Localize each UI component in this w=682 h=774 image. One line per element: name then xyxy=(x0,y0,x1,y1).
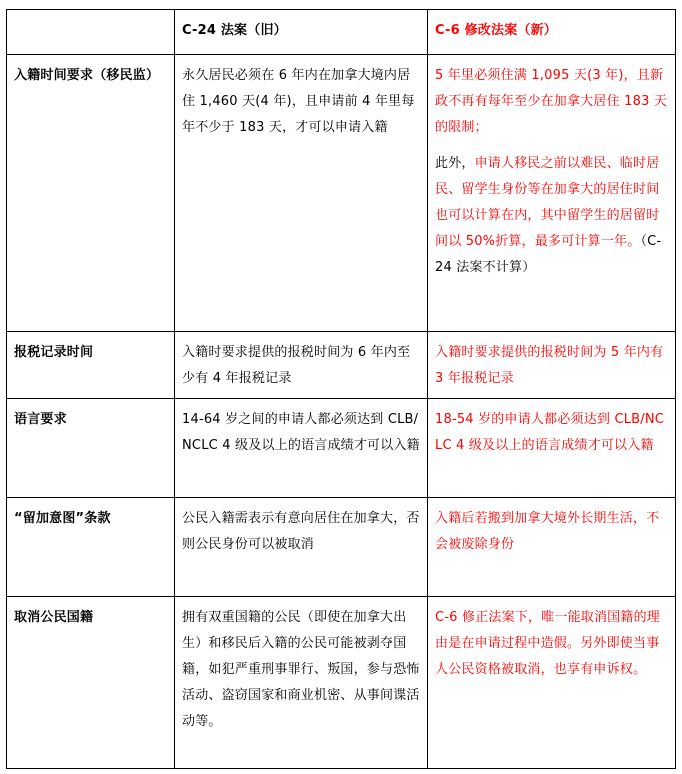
new-revocation-cell: C-6 修正法案下，唯一能取消国籍的理由是在申请过程中造假。另外即使当事人公民资格被取消，也享有申诉权。 xyxy=(428,597,676,769)
header-corner-cell xyxy=(7,10,175,55)
new-tax-cell: 入籍时要求提供的报税时间为 5 年内有 3 年报税记录 xyxy=(428,332,676,399)
row-label-intent: “留加意图”条款 xyxy=(7,498,175,597)
new-intent-cell: 入籍后若搬到加拿大境外长期生活，不会被废除身份 xyxy=(428,498,676,597)
old-intent-cell: 公民入籍需表示有意向居住在加拿大，否则公民身份可以被取消 xyxy=(175,498,428,597)
new-language-cell: 18-54 岁的申请人都必须达到 CLB/NCLC 4 级及以上的语言成绩才可以入籍 xyxy=(428,399,676,498)
row-label-residency: 入籍时间要求（移民监） xyxy=(7,55,175,332)
header-row xyxy=(7,10,676,55)
table-row-revocation xyxy=(7,597,676,769)
law-comparison-table xyxy=(6,9,676,769)
new-residency-para-1: 5 年里必须住满 1,095 天(3 年)，且新政不再有每年至少在加拿大居住 183 天的限制； xyxy=(435,68,668,135)
new-residency-highlight: 申请人移民之前以难民、临时居民、留学生身份等在加拿大的居住时间也可以计算在内，其中留学生的居留时间以 50%折算，最多可计算一年。 xyxy=(435,156,660,249)
new-residency-cell xyxy=(428,55,676,332)
new-residency-note: （C-24 法案不计算） xyxy=(435,234,662,275)
table-row-language xyxy=(7,399,676,498)
table-row-tax xyxy=(7,332,676,399)
old-revocation-cell: 拥有双重国籍的公民（即使在加拿大出生）和移民后入籍的公民可能被剥夺国籍，如犯严重刑事罪行、叛国，参与恐怖活动、盗窃国家和商业机密、从事间谍活动等。 xyxy=(175,597,428,769)
table-row-residency xyxy=(7,55,676,332)
row-label-language: 语言要求 xyxy=(7,399,175,498)
table-row-intent xyxy=(7,498,676,597)
old-language-cell: 14-64 岁之间的申请人都必须达到 CLB/NCLC 4 级及以上的语言成绩才可以入籍 xyxy=(175,399,428,498)
new-residency-para-2 xyxy=(435,151,669,281)
header-new-law: C-6 修改法案（新） xyxy=(428,10,676,55)
row-label-tax: 报税记录时间 xyxy=(7,332,175,399)
old-residency-cell: 永久居民必须在 6 年内在加拿大境内居住 1,460 天(4 年)，且申请前 4 年里每年不少于 183 天，才可以申请入籍 xyxy=(175,55,428,332)
new-residency-prefix: 此外， xyxy=(435,156,475,171)
row-label-revocation: 取消公民国籍 xyxy=(7,597,175,769)
old-tax-cell: 入籍时要求提供的报税时间为 6 年内至少有 4 年报税记录 xyxy=(175,332,428,399)
header-old-law: C-24 法案（旧） xyxy=(175,10,428,55)
